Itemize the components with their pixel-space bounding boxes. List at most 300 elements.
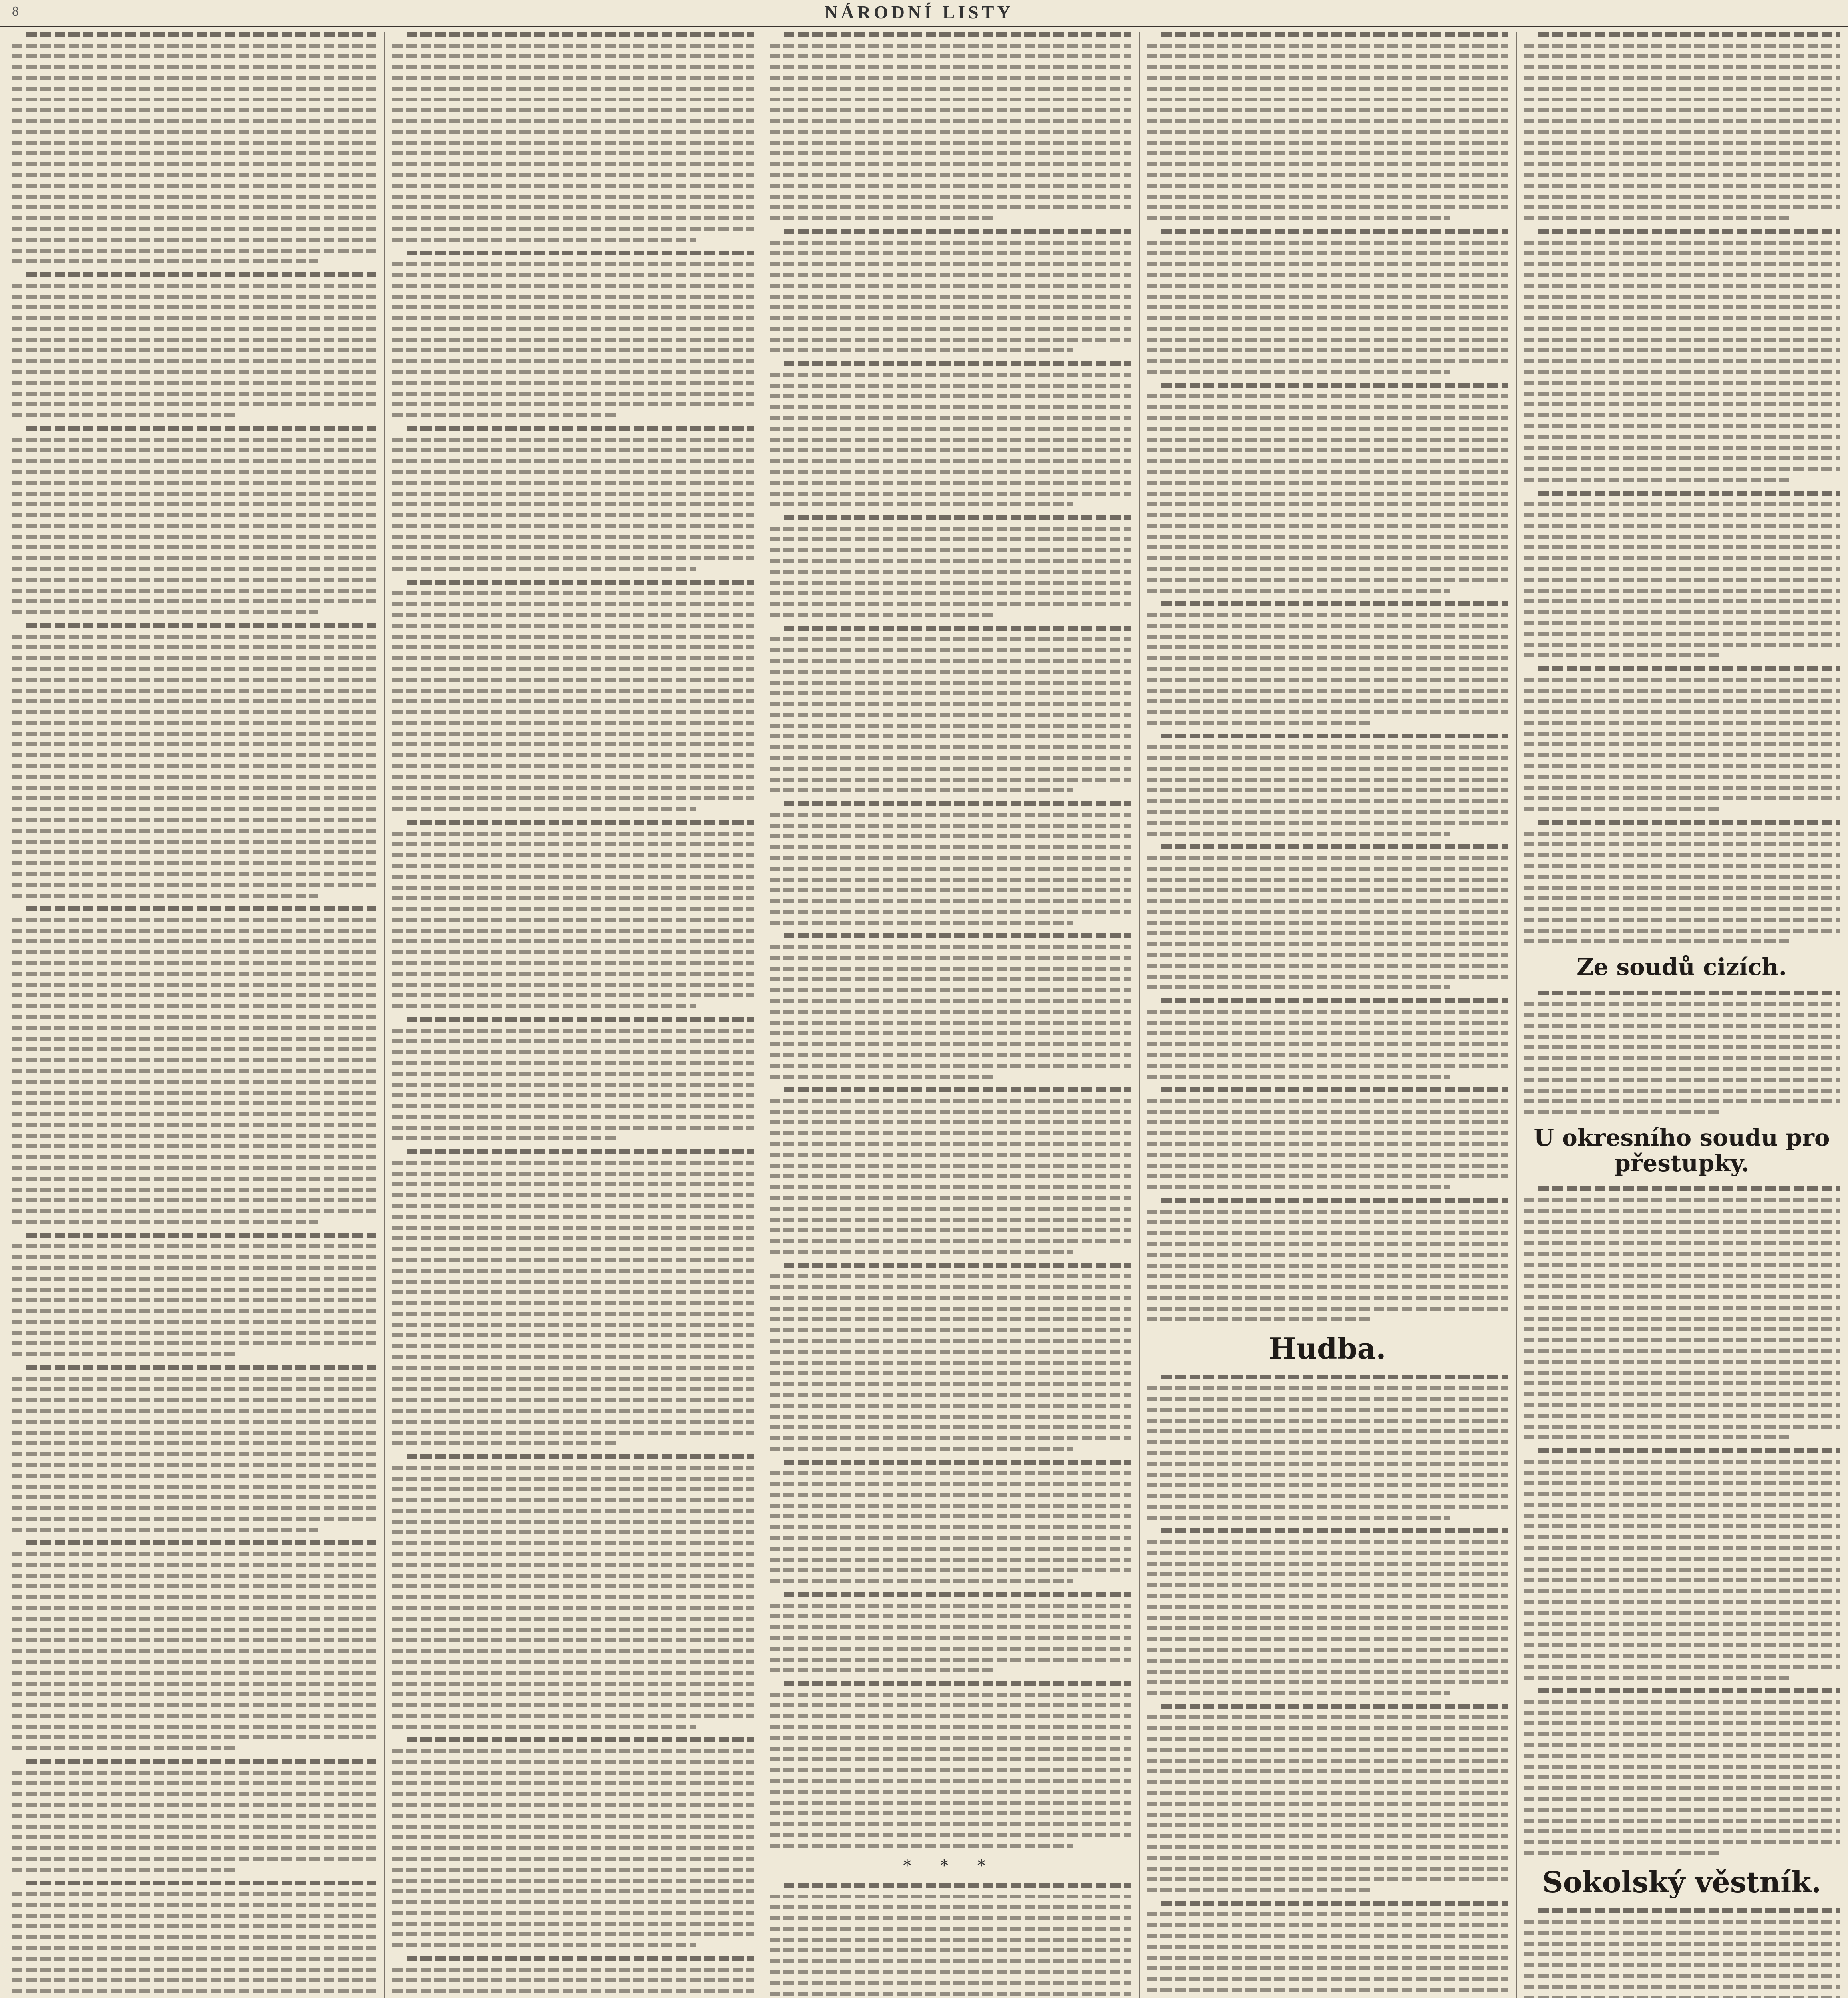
text-line <box>770 977 1131 981</box>
text-line <box>1147 1988 1508 1992</box>
text-line <box>1524 896 1840 900</box>
text-line <box>1524 424 1840 428</box>
text-line <box>392 1868 754 1872</box>
text-line <box>1524 513 1840 517</box>
text-line <box>12 1298 376 1302</box>
text-line <box>784 626 1131 631</box>
text-line <box>1524 864 1840 868</box>
text-line <box>392 1660 754 1664</box>
text-line <box>392 983 754 987</box>
text-line <box>1147 162 1508 166</box>
text-line <box>770 1992 1131 1996</box>
text-line <box>770 162 1131 166</box>
text-line <box>392 98 754 101</box>
text-line <box>1147 327 1508 331</box>
text-line <box>392 1978 754 1982</box>
text-paragraph <box>770 1592 1131 1672</box>
text-line <box>12 513 376 517</box>
text-line <box>770 130 1131 134</box>
text-line <box>770 373 1131 377</box>
text-line <box>770 1285 1131 1289</box>
text-line <box>392 1714 754 1718</box>
text-line <box>1147 767 1508 771</box>
text-line <box>770 1250 1073 1254</box>
text-line <box>1147 1912 1508 1916</box>
text-line <box>770 756 1131 760</box>
text-line <box>12 492 376 496</box>
text-line <box>1524 316 1840 320</box>
text-line <box>1147 1737 1508 1741</box>
text-paragraph <box>770 1883 1131 1998</box>
text-line <box>770 834 1131 838</box>
text-paragraph <box>392 820 754 1008</box>
text-line <box>1524 1252 1840 1256</box>
text-line <box>392 710 754 714</box>
text-line <box>1147 1494 1508 1498</box>
text-line <box>1524 556 1840 560</box>
text-line <box>407 580 754 585</box>
text-line <box>392 184 754 188</box>
text-line <box>12 1463 376 1467</box>
text-line <box>392 524 754 528</box>
text-line <box>784 32 1131 37</box>
text-line <box>12 392 376 396</box>
text-line <box>770 1747 1131 1751</box>
text-line <box>392 875 754 879</box>
text-line <box>392 1215 754 1219</box>
text-line <box>784 1087 1131 1092</box>
text-line <box>12 1682 376 1686</box>
text-line <box>392 1943 696 1947</box>
text-line <box>392 1269 754 1273</box>
text-line <box>392 1835 754 1839</box>
text-line <box>1147 241 1508 245</box>
text-line <box>1147 1483 1508 1487</box>
text-paragraph <box>1147 1901 1508 1998</box>
text-line <box>12 1220 318 1224</box>
text-line <box>407 251 754 255</box>
text-line <box>770 637 1131 641</box>
text-line <box>12 1649 376 1653</box>
text-line <box>1524 1392 1840 1396</box>
text-line <box>770 1604 1131 1608</box>
text-line <box>770 921 1073 925</box>
text-paragraph <box>770 801 1131 925</box>
text-line <box>392 1563 754 1567</box>
text-line <box>1147 656 1508 660</box>
text-paragraph <box>392 1017 754 1140</box>
text-line <box>1524 435 1840 439</box>
text-paragraph <box>392 580 754 811</box>
text-line <box>1161 734 1508 738</box>
text-line <box>392 721 754 725</box>
text-line <box>392 1312 754 1316</box>
text-line <box>12 1309 376 1313</box>
text-line <box>392 1879 754 1883</box>
text-line <box>1524 348 1840 352</box>
text-line <box>392 481 754 485</box>
text-line <box>12 1781 376 1785</box>
text-line <box>1524 1808 1840 1812</box>
text-line <box>1147 810 1508 814</box>
text-line <box>12 1857 376 1861</box>
text-line <box>12 1892 376 1896</box>
text-line <box>1524 1600 1840 1604</box>
text-line <box>1147 689 1508 693</box>
text-line <box>1524 1676 1789 1680</box>
text-line <box>12 599 376 603</box>
text-line <box>770 1558 1131 1562</box>
text-line <box>1524 1775 1840 1779</box>
text-line <box>1147 405 1508 409</box>
text-line <box>770 691 1131 695</box>
text-line <box>392 1398 754 1402</box>
text-line <box>392 1050 754 1054</box>
text-line <box>1524 1306 1840 1310</box>
text-line <box>784 1681 1131 1686</box>
text-line <box>392 1431 754 1435</box>
text-line <box>1524 1230 1840 1234</box>
text-line <box>12 1914 376 1918</box>
text-line <box>770 1844 1073 1848</box>
text-line <box>392 764 754 768</box>
text-line <box>1147 459 1508 463</box>
text-line <box>1524 1589 1840 1593</box>
text-paragraph <box>1524 1908 1840 1998</box>
text-line <box>1524 1721 1840 1725</box>
text-line <box>770 1415 1131 1419</box>
text-line <box>770 1568 1131 1572</box>
text-line <box>12 1617 376 1621</box>
text-line <box>392 602 754 606</box>
text-line <box>1524 402 1840 406</box>
text-line <box>1524 1414 1840 1418</box>
text-line <box>1147 416 1508 420</box>
text-line <box>392 1781 754 1785</box>
text-line <box>12 861 376 865</box>
text-line <box>1524 305 1840 309</box>
text-line <box>392 44 754 48</box>
text-line <box>770 1981 1131 1985</box>
text-line <box>770 205 1131 209</box>
text-line <box>1147 438 1508 442</box>
text-line <box>770 1131 1131 1135</box>
text-line <box>784 361 1131 366</box>
text-line <box>1147 1010 1508 1014</box>
text-line <box>392 1004 696 1008</box>
text-line <box>1147 1419 1508 1423</box>
text-line <box>12 1155 376 1159</box>
text-line <box>1147 216 1450 220</box>
text-line <box>392 227 754 231</box>
text-line <box>1147 1253 1508 1257</box>
text-line <box>770 305 1131 309</box>
text-line <box>1147 502 1508 506</box>
text-line <box>392 1093 754 1097</box>
text-line <box>392 205 754 209</box>
text-line <box>12 1058 376 1062</box>
text-line <box>12 1277 376 1281</box>
text-line <box>392 173 754 177</box>
text-line <box>1147 635 1508 639</box>
text-line <box>770 1647 1131 1651</box>
text-line <box>1147 1231 1508 1235</box>
text-line <box>1147 1691 1450 1695</box>
text-line <box>1147 87 1508 91</box>
text-line <box>1538 991 1840 995</box>
text-line <box>12 1957 376 1961</box>
text-line <box>12 65 376 69</box>
text-line <box>392 1333 754 1337</box>
text-line <box>1147 985 1450 989</box>
text-line <box>392 645 754 649</box>
text-line <box>1147 567 1508 571</box>
text-line <box>1147 1594 1508 1598</box>
text-line <box>1161 1528 1508 1533</box>
text-line <box>1524 1425 1840 1429</box>
text-line <box>1524 643 1840 647</box>
text-line <box>392 993 754 997</box>
text-line <box>1147 1164 1508 1168</box>
text-line <box>770 87 1131 91</box>
text-line <box>26 1540 376 1545</box>
text-line <box>12 567 376 571</box>
text-line <box>770 581 1131 585</box>
text-line <box>12 381 376 385</box>
text-line <box>770 1658 1131 1662</box>
text-line <box>1524 119 1840 123</box>
text-line <box>770 1636 1131 1640</box>
text-paragraph <box>392 426 754 571</box>
text-line <box>770 1916 1131 1920</box>
text-line <box>1147 65 1508 69</box>
text-line <box>12 1978 376 1982</box>
text-line <box>770 659 1131 663</box>
text-line <box>392 370 754 374</box>
text-line <box>1147 1823 1508 1827</box>
text-line <box>770 1185 1131 1189</box>
text-line <box>392 1136 616 1140</box>
section-heading-ze-soudu-cizich: Ze soudů cizích. <box>1577 953 1787 981</box>
text-paragraph <box>770 933 1131 1079</box>
text-line <box>770 570 1131 574</box>
text-line <box>1524 589 1840 593</box>
text-line <box>770 1042 1131 1046</box>
text-line <box>392 656 754 660</box>
text-line <box>770 141 1131 145</box>
text-line <box>1147 1462 1508 1466</box>
text-line <box>1524 775 1840 779</box>
text-line <box>12 1595 376 1599</box>
text-line <box>1524 1295 1840 1299</box>
text-line <box>1147 470 1508 474</box>
text-line <box>12 327 376 331</box>
text-line <box>1147 448 1508 452</box>
text-line <box>1524 1963 1840 1967</box>
text-line <box>392 1083 754 1087</box>
text-line <box>392 1771 754 1775</box>
text-line <box>392 1193 754 1197</box>
text-line <box>1147 295 1508 299</box>
text-line <box>1147 888 1508 892</box>
text-line <box>770 1504 1131 1508</box>
text-line <box>1147 788 1508 792</box>
text-line <box>1147 492 1508 496</box>
text-line <box>1147 667 1508 671</box>
text-line <box>1524 610 1840 614</box>
text-line <box>392 1530 754 1534</box>
text-line <box>392 950 754 954</box>
text-line <box>392 972 754 976</box>
text-line <box>1524 1241 1840 1245</box>
text-line <box>770 338 1131 342</box>
text-line <box>770 184 1131 188</box>
text-line <box>12 284 376 288</box>
text-line <box>770 1779 1131 1783</box>
text-line <box>12 742 376 746</box>
text-line <box>392 502 754 506</box>
text-line <box>12 348 376 352</box>
text-line <box>1147 1242 1508 1246</box>
text-line <box>1524 1024 1840 1028</box>
text-line <box>392 1029 754 1033</box>
text-line <box>1161 383 1508 388</box>
text-line <box>770 527 1131 531</box>
text-line <box>770 910 1131 914</box>
text-line <box>1524 1078 1840 1082</box>
text-line <box>392 1725 696 1729</box>
text-paragraph <box>1147 383 1508 593</box>
text-line <box>392 1204 754 1208</box>
text-line <box>770 1938 1131 1942</box>
text-line <box>784 515 1131 520</box>
text-line <box>1147 799 1508 803</box>
text-line <box>770 405 1131 409</box>
text-line <box>770 613 993 617</box>
text-line <box>1147 1748 1508 1752</box>
text-line <box>770 54 1131 58</box>
text-line <box>1538 229 1840 234</box>
text-line <box>392 459 754 463</box>
text-line <box>770 216 993 220</box>
text-line <box>770 1801 1131 1805</box>
text-line <box>392 1584 754 1588</box>
text-line <box>1524 1732 1840 1736</box>
text-line <box>12 1037 376 1041</box>
text-line <box>392 842 754 846</box>
text-line <box>770 1218 1131 1222</box>
text-line <box>770 648 1131 652</box>
text-line <box>392 1290 754 1294</box>
text-line <box>1524 108 1840 112</box>
text-line <box>1524 699 1840 703</box>
text-line <box>392 1617 754 1621</box>
text-line <box>12 972 376 976</box>
text-line <box>1524 1974 1840 1978</box>
text-line <box>770 824 1131 828</box>
text-line <box>12 1255 376 1259</box>
text-line <box>770 1736 1131 1740</box>
text-paragraph <box>12 426 376 614</box>
text-line <box>1524 545 1840 549</box>
text-line <box>1147 262 1508 266</box>
text-line <box>1524 446 1840 450</box>
text-line <box>770 1668 993 1672</box>
text-line <box>12 316 376 320</box>
text-line <box>1524 327 1840 331</box>
text-paragraph <box>1147 998 1508 1079</box>
text-line <box>392 591 754 595</box>
text-line <box>12 459 376 463</box>
text-line <box>12 216 376 220</box>
text-line <box>1147 44 1508 48</box>
text-line <box>1524 284 1840 288</box>
text-line <box>770 470 1131 474</box>
text-line <box>1524 87 1840 91</box>
text-line <box>1524 567 1840 571</box>
text-line <box>770 867 1131 871</box>
text-line <box>1524 1067 1840 1071</box>
text-line <box>12 1166 376 1170</box>
section-heading-hudba: Hudba. <box>1269 1331 1386 1365</box>
text-line <box>392 1628 754 1632</box>
text-line <box>1147 1834 1508 1838</box>
text-line <box>1147 1551 1508 1555</box>
text-line <box>12 1746 238 1750</box>
text-line <box>12 753 376 757</box>
text-line <box>12 1198 376 1202</box>
text-line <box>1147 184 1508 188</box>
text-line <box>392 87 754 91</box>
text-line <box>407 32 754 37</box>
text-line <box>1524 621 1840 625</box>
text-line <box>12 1868 238 1872</box>
text-line <box>1161 1901 1508 1906</box>
text-line <box>392 1520 754 1524</box>
text-line <box>12 1485 376 1489</box>
text-line <box>1147 1053 1508 1057</box>
text-line <box>1524 1700 1840 1704</box>
text-line <box>12 635 376 639</box>
text-line <box>770 945 1131 949</box>
text-line <box>12 502 376 506</box>
text-line <box>1524 1711 1840 1715</box>
text-line <box>1524 456 1840 460</box>
text-paragraph <box>1147 601 1508 725</box>
text-line <box>1147 1659 1508 1663</box>
text-line <box>1147 1516 1450 1520</box>
text-line <box>770 1239 1131 1243</box>
text-line <box>1147 778 1508 782</box>
text-line <box>392 1115 754 1119</box>
text-line <box>1147 1099 1508 1103</box>
text-line <box>392 545 754 549</box>
text-line <box>1147 832 1450 836</box>
text-line <box>1147 613 1508 617</box>
text-line <box>12 1846 376 1850</box>
text-line <box>392 753 754 757</box>
text-line <box>392 1814 754 1818</box>
text-paragraph <box>12 1759 376 1872</box>
text-line <box>770 173 1131 177</box>
text-line <box>770 1296 1131 1300</box>
text-line <box>392 216 754 220</box>
text-line <box>784 1460 1131 1465</box>
text-line <box>392 535 754 539</box>
text-line <box>392 742 754 746</box>
text-line <box>407 1737 754 1742</box>
text-line <box>1524 1381 1840 1385</box>
